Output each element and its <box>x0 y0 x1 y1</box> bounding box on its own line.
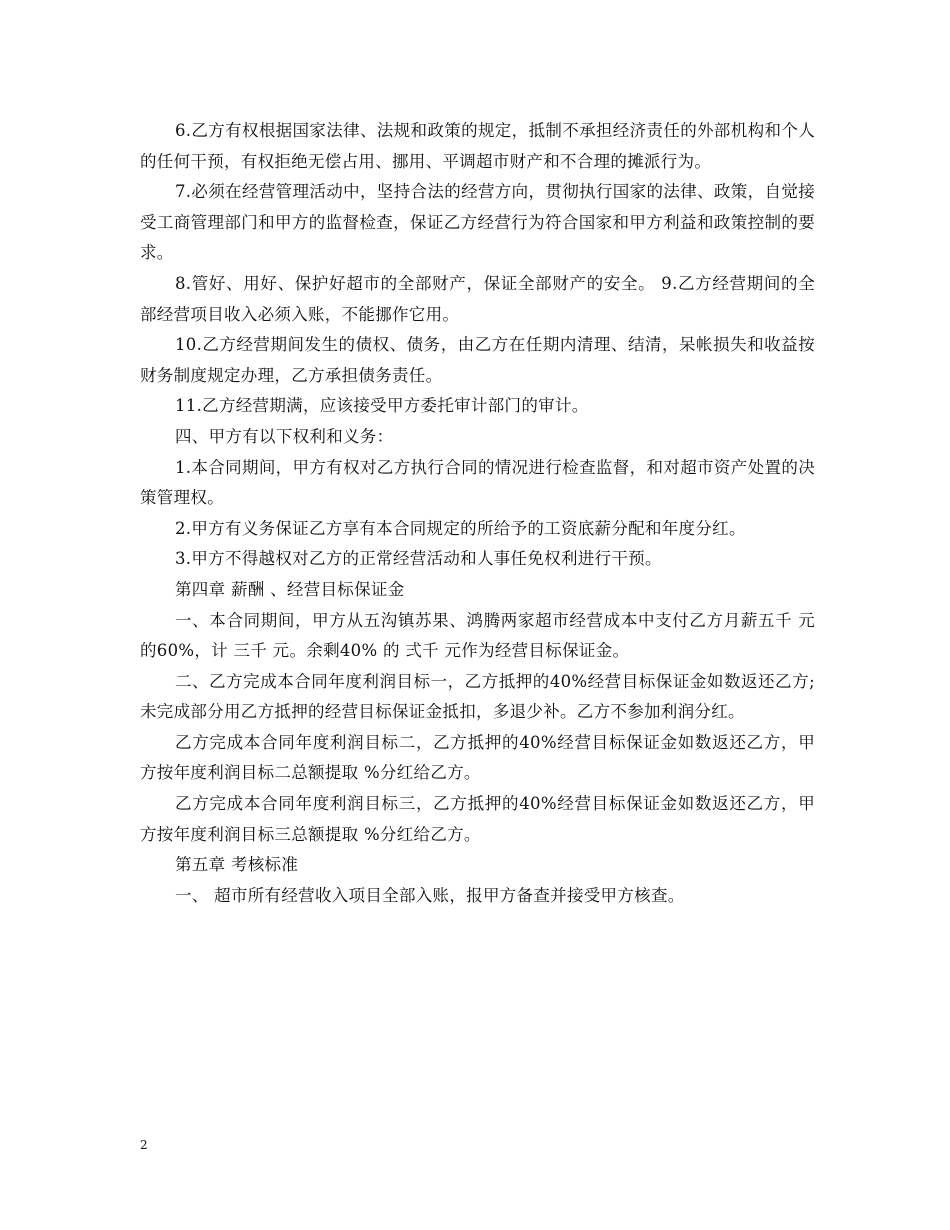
paragraph-item-11: 11.乙方经营期满，应该接受甲方委托审计部门的审计。 <box>175 396 589 416</box>
chapter-heading-5: 第五章 考核标准 <box>175 855 299 875</box>
paragraph-salary-1: 一、本合同期间，甲方从五沟镇苏果、鸿腾两家超市经营成本中支付乙方月薪五千 元的60%，计 三千 元。余剩40% 的 弍千 元作为经营目标保证金。 <box>140 610 815 661</box>
paragraph-item-6: 6.乙方有权根据国家法律、法规和政策的规定，抵制不承担经济责任的外部机构和个人的任何干预，有权拒绝无偿占用、挪用、平调超市财产和不合理的摊派行为。 <box>140 121 815 171</box>
paragraph-party-a-item-3: 3.甲方不得越权对乙方的正常经营活动和人事任免权利进行干预。 <box>175 549 662 569</box>
paragraph-items-8-9: 8.管好、用好、保护好超市的全部财产，保证全部财产的安全。 9.乙方经营期间的全部经营项目收入必须入账，不能挪作它用。 <box>140 273 815 324</box>
paragraph-item-10: 10.乙方经营期间发生的债权、债务，由乙方在任期内清理、结清，呆帐损失和收益按财务制度规定办理，乙方承担债务责任。 <box>140 335 815 385</box>
section-heading-party-a-rights: 四、甲方有以下权利和义务： <box>175 426 394 446</box>
paragraph-assessment-1: 一、 超市所有经营收入项目全部入账，报甲方备查并接受甲方核查。 <box>175 885 685 905</box>
paragraph-item-7: 7.必须在经营管理活动中，坚持合法的经营方向，贯彻执行国家的法律、政策，自觉接受工商管理部门和甲方的监督检查，保证乙方经营行为符合国家和甲方利益和政策控制的要求。 <box>140 182 815 263</box>
chapter-heading-4: 第四章 薪酬 、经营目标保证金 <box>175 579 405 599</box>
document-body <box>140 116 815 911</box>
paragraph-profit-target-2: 乙方完成本合同年度利润目标二，乙方抵押的40%经营目标保证金如数返还乙方，甲方按年度利润目标二总额提取 %分红给乙方。 <box>140 732 815 783</box>
paragraph-profit-target-3: 乙方完成本合同年度利润目标三，乙方抵押的40%经营目标保证金如数返还乙方，甲方按年度利润目标三总额提取 %分红给乙方。 <box>140 794 815 844</box>
paragraph-salary-2: 二、乙方完成本合同年度利润目标一，乙方抵押的40%经营目标保证金如数返还乙方;未完成部分用乙方抵押的经营目标保证金抵扣，多退少补。乙方不参加利润分红。 <box>140 671 815 722</box>
paragraph-party-a-item-1: 1.本合同期间，甲方有权对乙方执行合同的情况进行检查监督，和对超市资产处置的决策管理权。 <box>140 457 815 508</box>
paragraph-party-a-item-2: 2.甲方有义务保证乙方享有本合同规定的所给予的工资底薪分配和年度分红。 <box>175 518 746 538</box>
page-number: 2 <box>140 1138 148 1152</box>
